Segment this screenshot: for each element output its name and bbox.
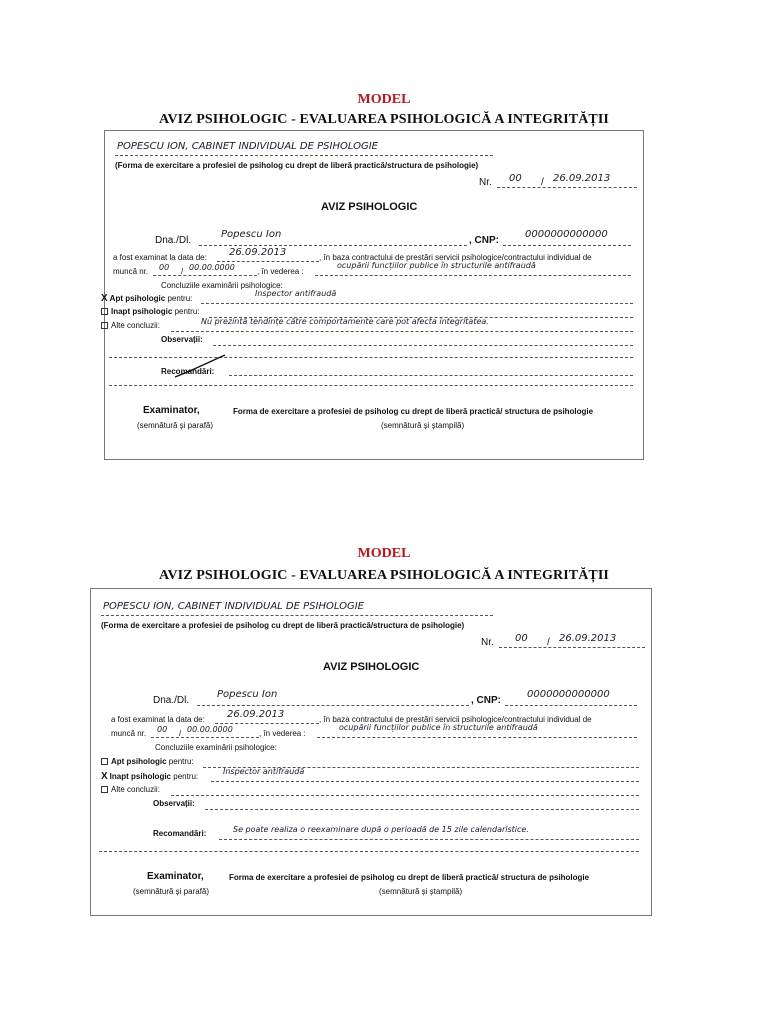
cabinet-name: POPESCU ION, CABINET INDIVIDUAL DE PSIHOLOGIE bbox=[117, 141, 379, 152]
dna-label: Dna./Dl. bbox=[155, 235, 192, 246]
inapt-value: Inspector antifraudă bbox=[223, 767, 305, 776]
apt-row bbox=[101, 757, 194, 766]
apt-checkbox[interactable] bbox=[101, 758, 108, 765]
cnp-label: , CNP: bbox=[469, 235, 499, 246]
alte-line bbox=[171, 795, 639, 796]
munca-line bbox=[151, 737, 259, 738]
munca-value: 00 bbox=[159, 263, 170, 272]
concluzii-label: Concluziile examinării psihologice: bbox=[161, 281, 283, 290]
apt-value: Inspector antifraudă bbox=[255, 289, 337, 298]
examinator-label: Examinator, bbox=[143, 405, 200, 416]
recomandari-label: Recomandări: bbox=[153, 829, 207, 838]
recomandari-line bbox=[219, 839, 639, 840]
examinator-sub: (semnătură și parafă) bbox=[133, 887, 210, 896]
munca-date: 00.00.0000 bbox=[187, 725, 233, 734]
form-frame bbox=[90, 588, 652, 916]
cabinet-name: POPESCU ION, CABINET INDIVIDUAL DE PSIHOLOGIE bbox=[103, 601, 365, 612]
vederea-label: , în vederea : bbox=[259, 729, 306, 738]
aviz-heading: AVIZ PSIHOLOGIC bbox=[321, 201, 418, 213]
apt-label: Apt psihologic bbox=[109, 294, 166, 303]
alte-label: Alte concluzii: bbox=[111, 785, 160, 794]
examinat-date: 26.09.2013 bbox=[227, 709, 285, 720]
recomandari-value: Se poate realiza o reexaminare după o perioadă de 15 zile calendaristice. bbox=[233, 825, 529, 834]
inapt-suffix: pentru: bbox=[173, 772, 199, 781]
nr-line bbox=[499, 647, 645, 648]
inapt-label: Inapt psihologic bbox=[109, 772, 172, 781]
nr-separator: / bbox=[541, 177, 544, 188]
nr-label: Nr. bbox=[479, 177, 492, 188]
observatii-line bbox=[205, 809, 639, 810]
observatii-label: Observații: bbox=[153, 799, 195, 808]
dna-value: Popescu Ion bbox=[221, 229, 282, 240]
concluzii-label: Concluziile examinării psihologice: bbox=[155, 743, 277, 752]
forma-sign-sub: (semnătură și ștampilă) bbox=[381, 421, 465, 430]
examinator-sub: (semnătură și parafă) bbox=[137, 421, 214, 430]
model-label: MODEL bbox=[357, 92, 411, 107]
observatii-label: Observații: bbox=[161, 335, 203, 344]
form-title: AVIZ PSIHOLOGIC - EVALUAREA PSIHOLOGICĂ A INTEGRITĂȚII bbox=[159, 112, 609, 127]
nr-date: 26.09.2013 bbox=[559, 633, 617, 644]
munca-date: 00.00.0000 bbox=[189, 263, 235, 272]
forma-note: (Forma de exercitare a profesiei de psiholog cu drept de liberă practică/structura de psihologie) bbox=[115, 161, 479, 170]
recomandari-line-2 bbox=[99, 851, 639, 852]
alte-row bbox=[101, 785, 160, 794]
dna-value: Popescu Ion bbox=[217, 689, 278, 700]
aviz-heading: AVIZ PSIHOLOGIC bbox=[323, 661, 420, 673]
alte-checkbox[interactable] bbox=[101, 786, 108, 793]
recomandari-label: Recomandări: bbox=[161, 367, 215, 376]
forma-note: (Forma de exercitare a profesiei de psiholog cu drept de liberă practică/structura de psihologie) bbox=[101, 621, 465, 630]
apt-suffix: pentru: bbox=[168, 757, 194, 766]
cnp-value: 0000000000000 bbox=[527, 689, 610, 700]
inapt-line bbox=[211, 781, 639, 782]
examinator-label: Examinator, bbox=[147, 871, 204, 882]
cnp-line bbox=[505, 705, 637, 706]
apt-label: Apt psihologic bbox=[111, 757, 167, 766]
inapt-suffix: pentru: bbox=[174, 307, 200, 316]
nr-label: Nr. bbox=[481, 637, 494, 648]
nr-date: 26.09.2013 bbox=[553, 173, 611, 184]
nr-value: 00 bbox=[515, 633, 528, 644]
nr-separator: / bbox=[547, 637, 550, 648]
cnp-label: , CNP: bbox=[471, 695, 501, 706]
forma-sign: Forma de exercitare a profesiei de psiholog cu drept de liberă practică/ structura de psihologie bbox=[233, 407, 594, 416]
vederea-line bbox=[317, 737, 637, 738]
form-title: AVIZ PSIHOLOGIC - EVALUAREA PSIHOLOGICĂ A INTEGRITĂȚII bbox=[159, 568, 609, 583]
munca-value: 00 bbox=[157, 725, 168, 734]
alte-value: Nu prezintă tendințe către comportamente care pot afecta integritatea. bbox=[201, 317, 489, 326]
cabinet-line bbox=[101, 615, 493, 616]
examinat-label: a fost examinat la data de: bbox=[111, 715, 205, 724]
forma-sign-sub: (semnătură și ștampilă) bbox=[379, 887, 463, 896]
dna-line bbox=[197, 705, 469, 706]
inapt-label: Inapt psihologic bbox=[111, 307, 173, 316]
munca-label: muncă nr. bbox=[111, 729, 147, 738]
model-label: MODEL bbox=[357, 546, 411, 561]
dna-label: Dna./Dl. bbox=[153, 695, 190, 706]
contract-text: , în baza contractului de prestări servicii psihologice/contractului individual de bbox=[319, 253, 592, 262]
vederea-value: ocupării funcțiilor publice în structurile antifraudă bbox=[337, 261, 536, 270]
forma-sign: Forma de exercitare a profesiei de psiholog cu drept de liberă practică/ structura de psihologie bbox=[229, 873, 590, 882]
nr-value: 00 bbox=[509, 173, 522, 184]
munca-separator: / bbox=[181, 267, 184, 276]
vederea-label: , în vederea : bbox=[257, 267, 304, 276]
checked-x-icon[interactable]: X bbox=[101, 293, 108, 304]
inapt-row bbox=[101, 771, 198, 782]
examinat-date: 26.09.2013 bbox=[229, 247, 287, 258]
munca-separator: / bbox=[179, 729, 182, 738]
cnp-value: 0000000000000 bbox=[525, 229, 608, 240]
contract-text: , în baza contractului de prestări servicii psihologice/contractului individual de bbox=[319, 715, 592, 724]
checked-x-icon[interactable]: X bbox=[101, 771, 108, 782]
vederea-value: ocupării funcțiilor publice în structurile antifraudă bbox=[339, 723, 538, 732]
alte-label: Alte concluzii: bbox=[111, 321, 160, 330]
examinat-label: a fost examinat la data de: bbox=[113, 253, 207, 262]
examinat-line bbox=[215, 723, 319, 724]
apt-suffix: pentru: bbox=[167, 294, 193, 303]
munca-label: muncă nr. bbox=[113, 267, 149, 276]
